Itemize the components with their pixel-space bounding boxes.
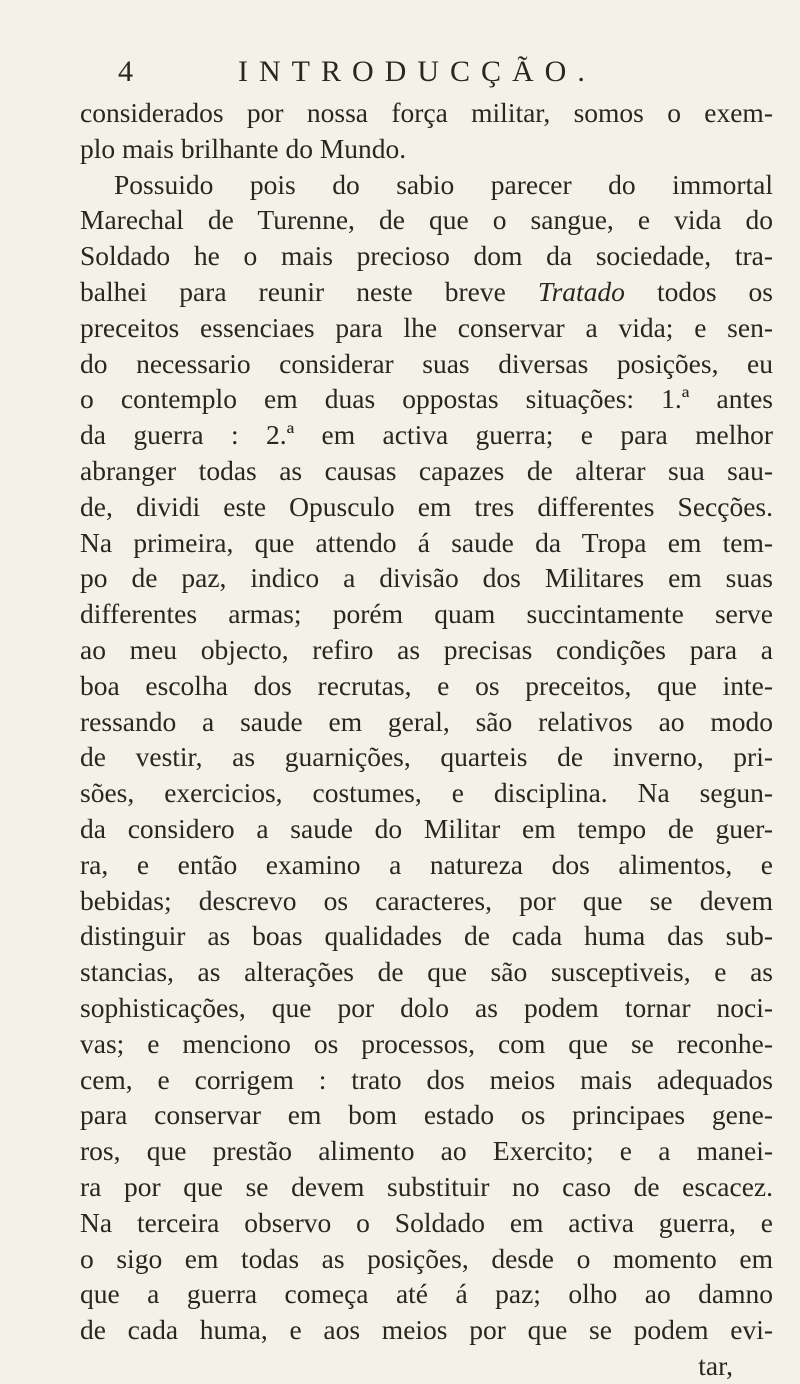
text-line: que a guerra começa até á paz; olho ao damno [80,1278,773,1310]
text-line: bebidas; descrevo os caracteres, por que se devem [80,884,773,916]
running-head [118,52,638,92]
text-line: ressando a saude em geral, são relativos ao modo [80,705,773,737]
text-line: po de paz, indico a divisão dos Militares em suas [80,562,773,594]
text-line: de vestir, as guarnições, quarteis de inverno, pri- [80,741,773,773]
text-line-tail: todos os [624,275,773,307]
text-line: Marechal de Turenne, de que o sangue, e vida do [80,204,773,236]
text-line: sophisticações, que por dolo as podem tornar noci- [80,991,773,1023]
text-line: Possuido pois do sabio parecer do immortal [114,168,773,200]
text-line: boa escolha dos recrutas, e os preceitos, que inte- [80,669,773,701]
text-line: abranger todas as causas capazes de alterar sua sau- [80,454,773,486]
text-line: ros, que prestão alimento ao Exercito; e a manei- [80,1135,773,1167]
text-line: Na terceira observo o Soldado em activa guerra, e [80,1206,773,1238]
text-line: ra por que se devem substituir no caso de escacez. [80,1170,773,1202]
text-line: do necessario considerar suas diversas posições, eu [80,347,773,379]
text-line: considerados por nossa força militar, somos o exem- [80,97,773,128]
running-title: INTRODUCÇÃO. [238,55,596,88]
text-line: de cada huma, e aos meios por que se podem evi- [80,1314,773,1346]
text-line: da guerra : 2.ª em activa guerra; e para melhor [80,419,773,451]
text-line: Soldado he o mais precioso dom da sociedade, tra- [80,240,773,272]
text-line: plo mais brilhante do Mundo. [80,132,407,164]
text-line: vas; e menciono os processos, com que se reconhe- [80,1027,773,1059]
text-line: da considero a saude do Militar em tempo de guer- [80,812,773,844]
text-line [80,274,773,310]
text-line: para conservar em bom estado os principaes gene- [80,1099,773,1131]
text-line: sões, exercicios, costumes, e disciplina. Na segun- [80,777,773,809]
text-line-head: balhei para reunir neste breve [80,275,538,307]
text-line: stancias, as alterações de que são susceptiveis, e as [80,956,773,988]
text-line: ao meu objecto, refiro as precisas condições para a [80,633,773,665]
page-number: 4 [118,55,133,88]
text-line: o sigo em todas as posições, desde o momento em [80,1242,773,1274]
text-line: ra, e então examino a natureza dos alimentos, e [80,848,773,880]
text-line: cem, e corrigem : trato dos meios mais adequados [80,1063,773,1095]
text-line: Na primeira, que attendo á saude da Tropa em tem- [80,526,773,558]
text-line: preceitos essenciaes para lhe conservar a vida; e sen- [80,311,773,343]
text-line: de, dividi este Opusculo em tres differentes Secções. [80,490,773,522]
catchword: tar, [698,1349,733,1381]
text-line: o contemplo em duas oppostas situações: 1.ª antes [80,383,773,415]
text-line: differentes armas; porém quam succintamente serve [80,598,773,630]
body-text [80,95,773,1384]
text-line: distinguir as boas qualidades de cada huma das sub- [80,920,773,952]
italic-title-word: Tratado [537,275,625,307]
